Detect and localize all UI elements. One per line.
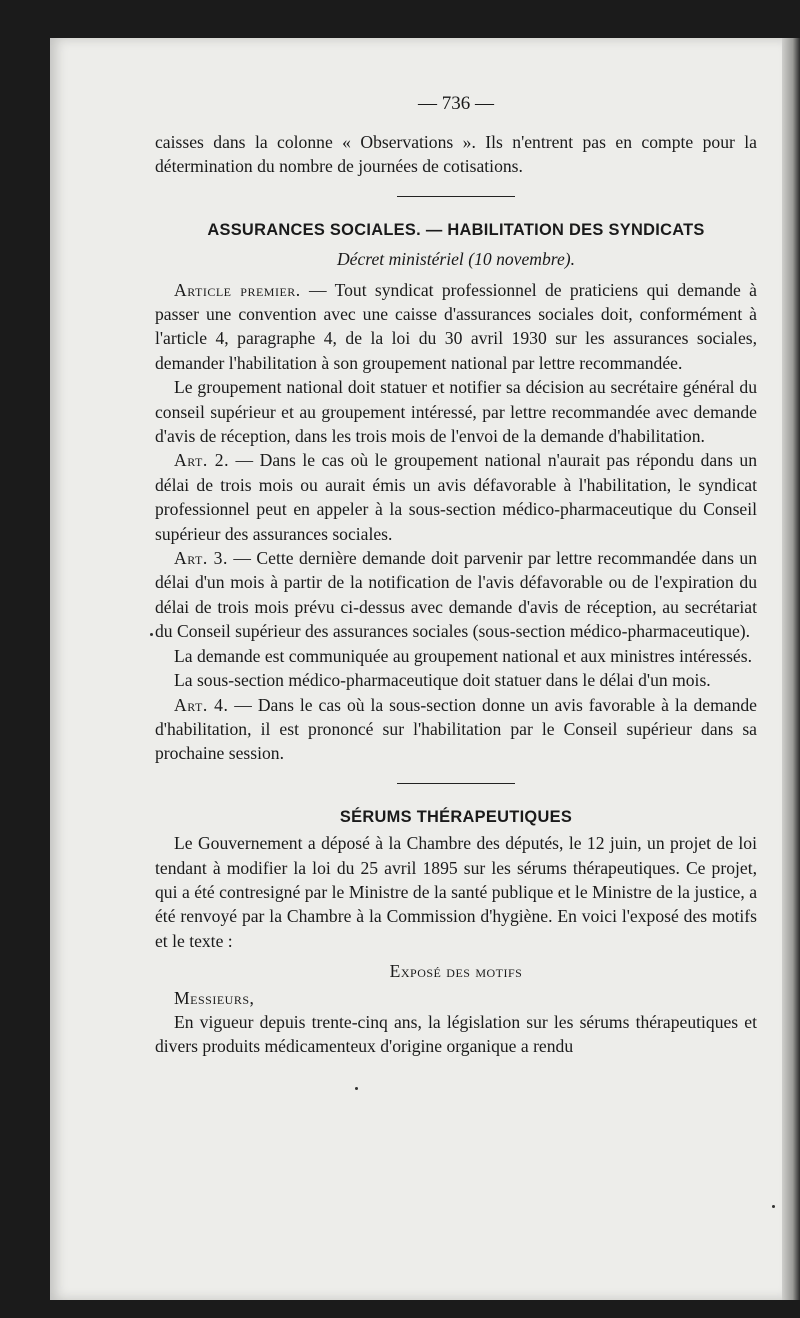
- article-3-paragraph-2: La demande est communiquée au groupement national et aux ministres intéressés.: [174, 645, 752, 666]
- section-title-serums: SÉRUMS THÉRAPEUTIQUES: [339, 808, 573, 827]
- section-divider-2: [397, 783, 515, 784]
- ink-speck: [772, 1205, 775, 1208]
- article-3-text: — Cette dernière demande doit parvenir par lettre recommandée dans un délai d'un mois à partir de la notification de l'avis défavorable ou de l'expiration du délai de trois mois prévu ci-dessus avec demande d'avis de réception, au secrétariat du Conseil supérieur des assurances sociales (sous-section médico-pharmaceutique).: [155, 548, 757, 642]
- expose-heading: Exposé des motifs: [389, 961, 523, 982]
- ink-speck: [355, 1087, 358, 1090]
- article-3-paragraph-3: La sous-section médico-pharmaceutique doit statuer dans le délai d'un mois.: [174, 670, 711, 691]
- ink-speck: [150, 633, 153, 636]
- article-4-label: Art. 4.: [174, 694, 229, 715]
- intro-paragraph: caisses dans la colonne « Observations ». Ils n'entrent pas en compte pour la détermination du nombre de journées de cotisations.: [155, 132, 757, 177]
- section-divider: [397, 196, 515, 197]
- article-4: [155, 693, 757, 766]
- page-edge-shadow: [782, 38, 800, 1300]
- article-3: [155, 546, 757, 644]
- article-3-label: Art. 3.: [174, 548, 228, 569]
- article-1-paragraph-2: Le groupement national doit statuer et notifier sa décision au secrétaire général du conseil supérieur et au groupement intéressé, par lettre recommandée avec demande d'avis de réception, dans les trois mois de l'envoi de la demande d'habilitation.: [155, 377, 757, 447]
- article-1: [155, 278, 757, 376]
- section-title-assurances: ASSURANCES SOCIALES. — HABILITATION DES SYNDICATS: [207, 221, 705, 240]
- page-number: — 736 —: [418, 93, 494, 114]
- article-1-text: — Tout syndicat professionnel de praticiens qui demande à passer une convention avec une caisse d'assurances sociales doit, conformément à l'article 4, paragraphe 4, de la loi du 30 avril 1930 sur les assurances sociales, demander l'habilitation à son groupement national par lettre recommandée.: [155, 279, 757, 373]
- salutation: Messieurs,: [174, 987, 255, 1008]
- article-4-text: — Dans le cas où la sous-section donne un avis favorable à la demande d'habilitation, il est prononcé sur l'habilitation par le Conseil supérieur dans sa prochaine session.: [155, 694, 757, 764]
- decree-subtitle: Décret ministériel (10 novembre).: [336, 249, 576, 270]
- article-2: [155, 448, 757, 546]
- article-1-label: Article premier.: [174, 279, 301, 300]
- serums-paragraph-2: En vigueur depuis trente-cinq ans, la législation sur les sérums thérapeutiques et divers produits médicamenteux d'origine organique a rendu: [155, 1011, 757, 1057]
- serums-paragraph-1: Le Gouvernement a déposé à la Chambre des députés, le 12 juin, un projet de loi tendant à modifier la loi du 25 avril 1895 sur les sérums thérapeutiques. Ce projet, qui a été contresigné par le Ministre de la santé publique et le Ministre de la justice, a été renvoyé par la Chambre à la Commission d'hygiène. En voici l'exposé des motifs et le texte :: [155, 833, 757, 951]
- article-2-label: Art. 2.: [174, 450, 229, 471]
- page-content: [155, 84, 757, 1059]
- article-2-text: — Dans le cas où le groupement national n'aurait pas répondu dans un délai de trois mois ou aurait émis un avis défavorable à l'habilitation, le syndicat professionnel peut en appeler à la sous-section médico-pharmaceutique du Conseil supérieur des assurances sociales.: [155, 450, 757, 544]
